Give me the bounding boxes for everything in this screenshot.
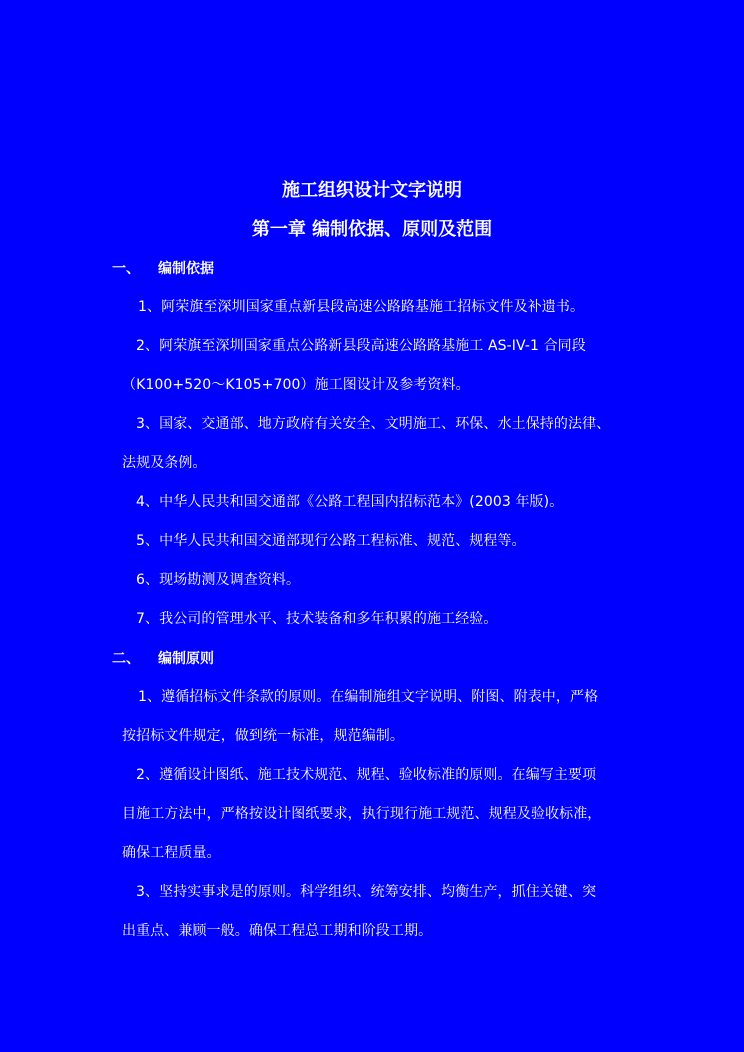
section-title: 编制原则 (158, 651, 214, 667)
paragraph-line: 7、我公司的管理水平、技术装备和多年积累的施工经验。 (136, 611, 498, 627)
paragraph-line: 确保工程质量。 (122, 845, 221, 861)
paragraph-line: 1、阿荣旗至深圳国家重点新县段高速公路路基施工招标文件及补遗书。 (138, 299, 585, 315)
section-number: 一、 (112, 261, 140, 277)
chapter-heading: 第一章 编制依据、原则及范围 (251, 219, 493, 240)
section-number: 二、 (112, 651, 140, 667)
paragraph-line: 目施工方法中，严格按设计图纸要求，执行现行施工规范、规程及验收标准， (122, 806, 602, 822)
paragraph-line: 法规及条例。 (122, 455, 207, 471)
section-heading-basis (112, 258, 214, 278)
paragraph-line: 按招标文件规定，做到统一标准，规范编制。 (122, 728, 404, 744)
paragraph-line: 出重点、兼顾一般。确保工程总工期和阶段工期。 (122, 923, 433, 939)
paragraph-line: 2、遵循设计图纸、施工技术规范、规程、验收标准的原则。在编写主要项 (136, 767, 597, 783)
paragraph-line: 6、现场勘测及调查资料。 (136, 572, 301, 588)
paragraph-line: 1、遵循招标文件条款的原则。在编制施组文字说明、附图、附表中，严格 (138, 689, 599, 705)
section-heading-principles (112, 648, 214, 668)
paragraph-line: 5、中华人民共和国交通部现行公路工程标准、规范、规程等。 (136, 533, 526, 549)
paragraph-line: （K100+520～K105+700）施工图设计及参考资料。 (122, 377, 470, 393)
paragraph-line: 2、阿荣旗至深圳国家重点公路新县段高速公路路基施工 AS-IV-1 合同段 (136, 338, 586, 354)
paragraph-line: 4、中华人民共和国交通部《公路工程国内招标范本》(2003 年版)。 (136, 494, 564, 510)
paragraph-line: 3、坚持实事求是的原则。科学组织、统筹安排、均衡生产，抓住关键、突 (136, 884, 597, 900)
section-title: 编制依据 (158, 261, 214, 277)
document-title: 施工组织设计文字说明 (282, 180, 462, 201)
paragraph-line: 3、国家、交通部、地方政府有关安全、文明施工、环保、水土保持的法律、 (136, 416, 611, 432)
